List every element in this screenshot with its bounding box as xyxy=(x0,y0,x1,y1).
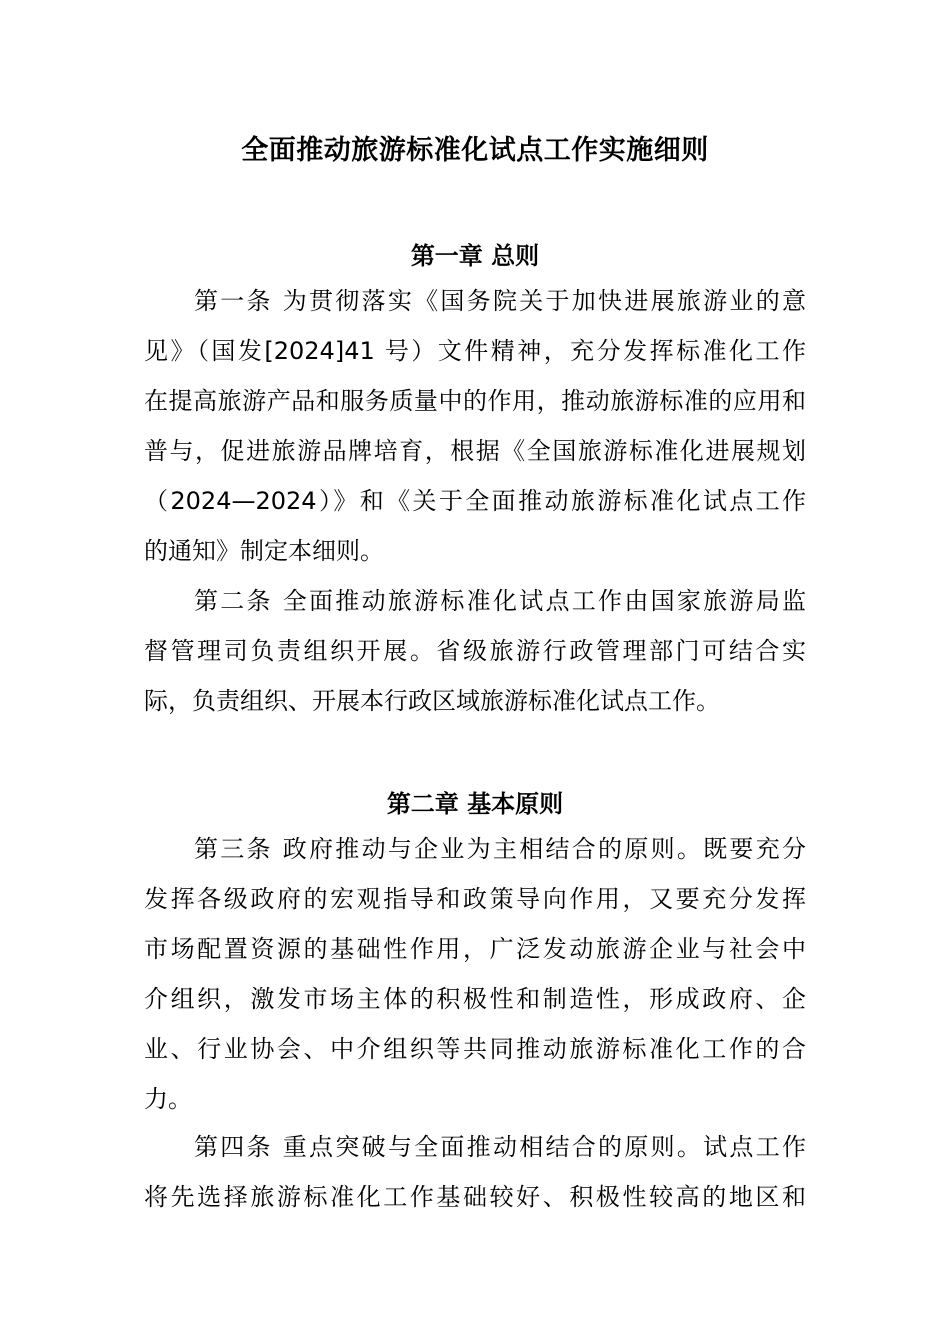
chapter-heading-2: 第二章 基本原则 xyxy=(386,790,564,818)
chapter-heading-1: 第一章 总则 xyxy=(410,242,540,270)
article-line: 见》（国发[2024]41 号）文件精神，充分发挥标准化工作 xyxy=(144,337,806,365)
article-line: 发挥各级政府的宏观指导和政策导向作用，又要充分发挥 xyxy=(144,885,806,913)
article-line: 普与，促进旅游品牌培育，根据《全国旅游标准化进展规划 xyxy=(144,437,806,465)
article-line: （2024—2024）》和《关于全面推动旅游标准化试点工作 xyxy=(144,487,806,515)
article-line: 将先选择旅游标准化工作基础较好、积极性较高的地区和 xyxy=(144,1183,806,1211)
article-line: 督管理司负责组织开展。省级旅游行政管理部门可结合实 xyxy=(144,637,806,665)
article-line: 在提高旅游产品和服务质量中的作用，推动旅游标准的应用和 xyxy=(144,387,806,415)
document-title: 全面推动旅游标准化试点工作实施细则 xyxy=(241,135,709,166)
article-4 xyxy=(144,1122,806,1222)
article-line: 第四条 重点突破与全面推动相结合的原则。试点工作 xyxy=(194,1133,806,1161)
article-2 xyxy=(144,576,806,726)
article-line: 第二条 全面推动旅游标准化试点工作由国家旅游局监 xyxy=(194,587,806,615)
article-line: 的通知》制定本细则。 xyxy=(144,537,384,565)
article-3 xyxy=(144,824,806,1124)
article-1 xyxy=(144,276,806,576)
article-line: 力。 xyxy=(144,1085,192,1113)
article-line: 市场配置资源的基础性作用，广泛发动旅游企业与社会中 xyxy=(144,935,806,963)
article-line: 介组织，激发市场主体的积极性和制造性，形成政府、企 xyxy=(144,985,806,1013)
article-line: 第一条 为贯彻落实《国务院关于加快进展旅游业的意 xyxy=(194,287,806,315)
article-line: 业、行业协会、中介组织等共同推动旅游标准化工作的合 xyxy=(144,1035,806,1063)
article-line: 际，负责组织、开展本行政区域旅游标准化试点工作。 xyxy=(144,687,720,715)
article-line: 第三条 政府推动与企业为主相结合的原则。既要充分 xyxy=(194,835,806,863)
